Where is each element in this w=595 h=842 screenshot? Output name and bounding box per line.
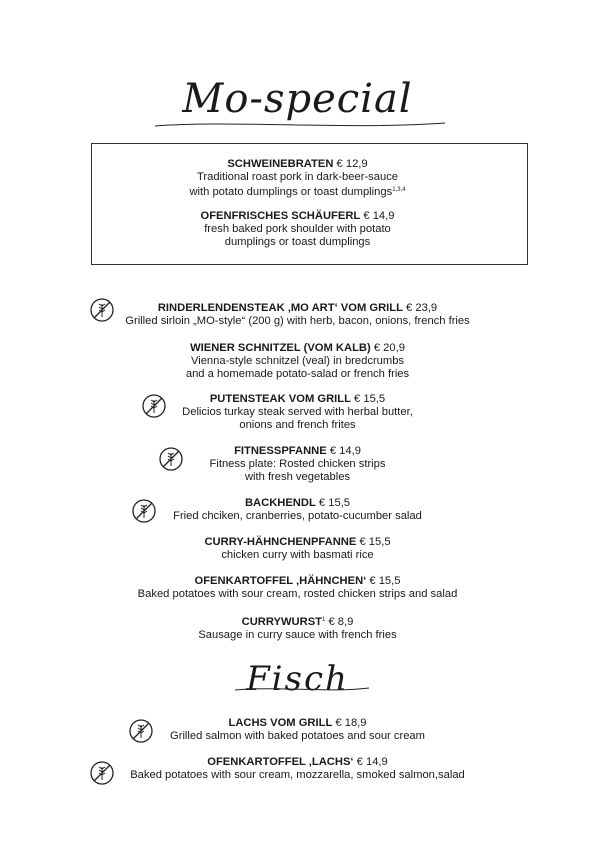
item-name: FITNESSPFANNE [234,445,327,457]
menu-item-lachs-vom-grill [0,717,595,743]
item-name: LACHS VOM GRILL [228,717,333,729]
item-name: OFENKARTOFFEL ‚HÄHNCHEN‘ [194,575,367,587]
item-desc-line2: dumplings or toast dumplings [224,236,371,248]
item-price: € 14,9 [329,445,361,457]
item-desc-text: with potato dumplings or toast dumplings [189,186,393,198]
item-desc-line1: Grilled salmon with baked potatoes and sour cream [170,730,425,742]
item-price: € 8,9 [328,616,354,628]
item-desc-line1: Fried chciken, cranberries, potato-cucumber salad [173,510,422,522]
item-price: € 14,9 [363,210,395,222]
menu-item-putensteak [0,393,595,432]
item-desc-line1: Baked potatoes with sour cream, rosted chicken strips and salad [137,588,458,600]
item-price: € 12,9 [336,158,368,170]
item-name: WIENER SCHNITZEL (VOM KALB) [190,342,371,354]
section-title-fisch: Fisch [246,659,349,699]
item-name: OFENKARTOFFEL ‚LACHS‘ [207,756,354,768]
item-desc-line1: Sausage in curry sauce with french fries [198,629,397,641]
item-price: € 15,5 [359,536,391,548]
item-name: PUTENSTEAK VOM GRILL [209,393,351,405]
item-name: CURRYWURST [241,616,323,628]
no-gluten-icon [128,718,154,744]
item-desc-line2: with fresh vegetables [244,471,351,483]
item-name: BACKHENDL [244,497,316,509]
item-desc-line1: Delicios turkay steak served with herbal butter, [182,406,413,418]
fish-swash [232,683,372,695]
item-price: € 20,9 [373,342,405,354]
page-title-mo-special: Mo-special [182,76,413,122]
item-price: € 23,9 [406,302,438,314]
menu-item-curry-haehnchenpfanne [0,536,595,562]
item-desc-line1: Traditional roast pork in dark-beer-sauce [196,171,399,183]
no-gluten-icon [158,446,184,472]
title-swash [150,118,450,132]
item-name: CURRY-HÄHNCHENPFANNE [204,536,357,548]
menu-item-wiener-schnitzel [0,342,595,381]
item-price: € 14,9 [356,756,388,768]
menu-item-fitnesspfanne [0,445,595,484]
item-name: OFENFRISCHES SCHÄUFERL [200,210,361,222]
item-desc-line2: onions and french frites [239,419,356,431]
allergen-note: 1,3,4 [392,187,406,193]
menu-item-schweinebraten [0,158,595,199]
item-name: RINDERLENDENSTEAK ‚MO ART‘ VOM GRILL [157,302,403,314]
no-gluten-icon [89,297,115,323]
item-desc-line1: Vienna-style schnitzel (veal) in bredcrumbs [190,355,405,367]
item-price: € 18,9 [335,717,367,729]
menu-item-ofenkartoffel-haehnchen [0,575,595,601]
item-name: SCHWEINEBRATEN [227,158,334,170]
item-desc-line1: Fitness plate: Rosted chicken strips [209,458,386,470]
item-desc-line1: Grilled sirloin „MO-style“ (200 g) with herb, bacon, onions, french fries [125,315,470,327]
item-price: € 15,5 [354,393,386,405]
item-desc-line2 [0,184,595,199]
item-price: € 15,5 [318,497,351,509]
item-desc-line1: chicken curry with basmati rice [221,549,374,561]
menu-item-schaeuferl [0,210,595,249]
menu-item-backhendl [0,497,595,523]
item-desc-line2: and a homemade potato-salad or french fries [185,368,410,380]
item-desc-line1: fresh baked pork shoulder with potato [204,223,391,235]
item-desc-line1: Baked potatoes with sour cream, mozzarella, smoked salmon,salad [130,769,465,781]
no-gluten-icon [141,393,167,419]
item-price: € 15,5 [369,575,401,587]
menu-item-currywurst [0,614,595,642]
no-gluten-icon [131,498,157,524]
no-gluten-icon [89,760,115,786]
allergen-note: 1 [322,617,326,623]
